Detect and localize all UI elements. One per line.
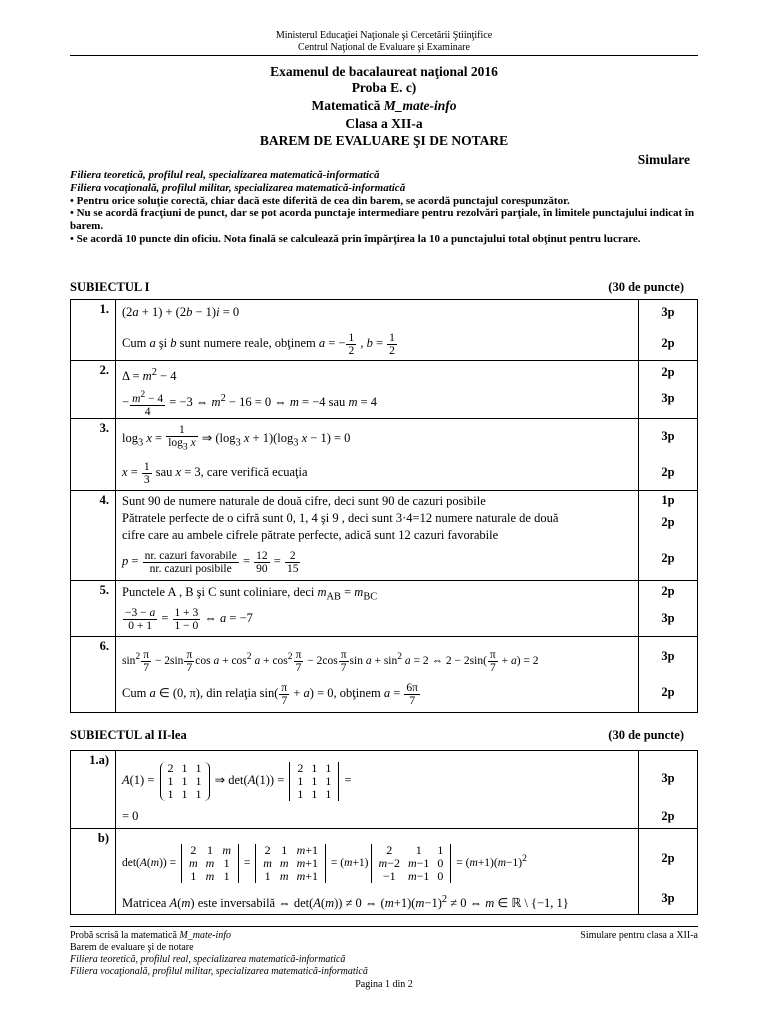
solution-line: $\log_3 x$ = $\frac{1}{\log_3 x}$ ⇒ ($\log_3$ $x + 1)(\log_3$ x − 1) = 0	[122, 424, 351, 453]
solution-line: x = $\frac{1}{3}$ sau x = 3, care verifică ecuaţia	[122, 460, 308, 486]
points-value: 3p	[661, 771, 675, 785]
note-2: • Nu se acordă fracţiuni de punct, dar se pot acorda punctaje intermediare pentru rezolvări parţiale, în limitele punctajului indicat în barem.	[70, 207, 695, 233]
subiect1-table	[70, 299, 698, 713]
points-value: 2p	[661, 551, 675, 565]
item-number: 2.	[71, 361, 116, 419]
table-row	[71, 751, 698, 829]
item-points	[639, 491, 698, 581]
footer-simulare: Simulare pentru clasa a XII-a	[580, 930, 698, 941]
solution-line: $\frac{-3 - a}{0 + 1}$ = $\frac{1 + 3}{1 - 0}$ ⇔ a = −7	[125, 606, 253, 632]
points-value: 2p	[661, 365, 675, 379]
points-value: 3p	[661, 611, 675, 625]
footer-text: Probă scrisă la matematică	[70, 930, 180, 941]
item-points	[639, 751, 698, 829]
table-row	[71, 829, 698, 915]
solution-line: = 0	[122, 809, 139, 823]
points-value: 2p	[661, 584, 675, 598]
line-text: Cum	[122, 336, 150, 350]
solution-line: Cum a şi b sunt numere reale, obţinem a = − $\frac{1}{2}$ , b = $\frac{1}{2}$	[122, 331, 395, 357]
solution-line: Punctele A , B şi C sunt coliniare, deci $m_{AB} = m_{BC}$	[122, 585, 378, 603]
fraction-numerator: nr. cazuri favorabile	[144, 549, 237, 562]
fraction-denominator: nr. cazuri posibile	[149, 562, 232, 575]
table-row	[71, 419, 698, 491]
item-solution	[116, 300, 639, 361]
item-solution	[116, 491, 639, 581]
center-name: Centrul Naţional de Evaluare şi Examinare	[298, 42, 470, 53]
filiera-teoretica: Filiera teoretică, profilul real, specializarea matematică-informatică	[70, 169, 380, 181]
footer-filiera1: Filiera teoretică, profilul real, specializarea matematică-informatică	[70, 954, 346, 965]
subiect2-table	[70, 750, 698, 915]
table-row	[71, 637, 698, 713]
solution-line: Matricea A(m) este inversabilă ⇔ det(A(m)) ≠ 0 ⇔ $(m+1)(m-1)^2 \ne 0$ ⇔ m ∈ ℝ \ {−1, 1}	[122, 894, 569, 911]
item-solution	[116, 751, 639, 829]
solution-line: $\sin^2$ $\frac{\pi}{7}$ − 2sin $\frac{\pi}{7}$ $\cos a + \cos^2 a + \cos^2$ $\frac{\pi}{7}$ − 2cos $\frac{\pi}{7}$ $\sin a + \sin^2 a = 2$ ⇔ 2 − 2sin( $\frac{\pi}{7}$ + a) = 2	[122, 648, 539, 674]
subiect2-title: SUBIECTUL al II-lea	[70, 728, 187, 742]
points-value: 3p	[661, 649, 675, 663]
item-points	[639, 637, 698, 713]
line-text: Matricea	[122, 896, 170, 911]
solution-line: Cum a ∈ (0, π), din relaţia sin( $\frac{\pi}{7}$ + a) = 0, obţinem a = $\frac{6\pi}{7}$	[122, 681, 418, 707]
item-points	[639, 300, 698, 361]
item-points	[639, 829, 698, 915]
line-text: Punctele A , B şi C sunt coliniare, deci	[122, 585, 318, 599]
item-number: 1.a)	[71, 751, 116, 829]
item-solution	[116, 829, 639, 915]
item-points	[639, 419, 698, 491]
ministry-name: Ministerul Educaţiei Naţionale şi Cercetării Ştiinţifice	[275, 30, 493, 41]
subject-variant: M_mate-info	[383, 98, 457, 113]
item-solution	[116, 361, 639, 419]
line-text: sunt numere reale, obţinem	[176, 336, 319, 350]
exam-title: Examenul de bacalaureat naţional 2016	[270, 64, 498, 79]
subiect2-points: (30 de puncte)	[608, 728, 684, 742]
line-text: , obţinem	[333, 686, 384, 700]
table-row	[71, 491, 698, 581]
points-value: 3p	[661, 429, 675, 443]
item-solution	[116, 581, 639, 637]
solution-line: Pătratele perfecte de o cifră sunt 0, 1, 4 şi 9 , deci sunt 3·4=12 numere naturale de două	[122, 511, 559, 525]
points-value: 2p	[661, 809, 675, 823]
footer-variant: M_mate-info	[179, 930, 232, 941]
item-points	[639, 581, 698, 637]
subiect1-points: (30 de puncte)	[608, 280, 684, 294]
solution-line: det(A(m)) = 2 1 m m m 1 1 m 1 = 2 1 m+1 m m m+1 1 m m+1 = (m+1) 2 1 1 m−2 m−1 0 −1 m−1 0 = $(m+1)(m-1)^2$	[122, 842, 527, 883]
line-text: , din relaţia	[199, 686, 260, 700]
points-value: 2p	[661, 685, 675, 699]
note-1: • Pentru orice soluţie corectă, chiar dacă este diferită de cea din barem, se acordă punctajul corespunzător.	[70, 194, 570, 207]
points-value: 2p	[661, 515, 675, 529]
solution-line: (2a + 1) + (2b − 1)i = 0	[122, 305, 240, 319]
grading-notes	[70, 169, 698, 246]
note-3: • Se acordă 10 puncte din oficiu. Nota finală se calculează prin împărţirea la 10 a punctajului total obţinut pentru lucrare.	[70, 232, 641, 245]
item-number: 1.	[71, 300, 116, 361]
footer-divider	[70, 926, 698, 927]
page-number: Pagina 1 din 2	[355, 979, 413, 990]
item-number: b)	[71, 829, 116, 915]
solution-line: cifre care au ambele cifrele pătrate perfecte, adică sunt 12 cazuri favorabile	[122, 528, 499, 542]
item-number: 6.	[71, 637, 116, 713]
points-value: 3p	[661, 891, 675, 905]
item-solution	[116, 637, 639, 713]
line-text: sau	[152, 465, 176, 479]
filiera-vocationala: Filiera vocaţională, profilul militar, specializarea matematică-informatică	[70, 181, 406, 194]
points-value: 2p	[661, 851, 675, 865]
points-value: 2p	[661, 336, 675, 350]
item-number: 4.	[71, 491, 116, 581]
solution-line: Sunt 90 de numere naturale de două cifre, deci sunt 90 de cazuri posibile	[122, 494, 486, 508]
solution-line: − $\frac{m^2 - 4}{4}$ = −3 ⇔ $m^2 - 16 = 0$ ⇔ m = −4 sau m = 4	[122, 388, 378, 418]
class-title: Clasa a XII-a	[345, 116, 423, 131]
points-value: 3p	[661, 391, 675, 405]
barem-title: BAREM DE EVALUARE ŞI DE NOTARE	[259, 133, 509, 148]
table-row	[71, 581, 698, 637]
footer-barem: Barem de evaluare şi de notare	[70, 942, 194, 953]
footer-proba	[70, 930, 231, 942]
solution-line: p = $\frac{\text{nr. cazuri favorabile}}{\text{nr. cazuri posibile}}$ = $\frac{12}{90}$ = $\frac{2}{15}$	[122, 549, 299, 575]
subject-prefix: Matematică	[311, 98, 384, 113]
subiect1-title: SUBIECTUL I	[70, 280, 150, 294]
subject-title	[0, 98, 768, 114]
footer-filiera2: Filiera vocaţională, profilul militar, specializarea matematică-informatică	[70, 966, 368, 977]
item-number: 5.	[71, 581, 116, 637]
item-number: 3.	[71, 419, 116, 491]
table-row	[71, 361, 698, 419]
points-value: 2p	[661, 465, 675, 479]
points-value: 1p	[661, 493, 675, 507]
header-divider	[70, 55, 698, 56]
proba-title: Proba E. c)	[351, 80, 417, 95]
item-solution	[116, 419, 639, 491]
points-value: 3p	[661, 305, 675, 319]
solution-line: $\Delta = m^2 - 4$	[122, 367, 177, 384]
line-text: Cum	[122, 686, 150, 700]
simulare-label: Simulare	[637, 152, 690, 167]
item-points	[639, 361, 698, 419]
line-text: sau	[325, 395, 349, 410]
line-text: , care verifică ecuaţia	[200, 465, 308, 479]
solution-line: A(1) = 2 1 1 1 1 1 1 1 1 ⇒ det(A(1)) = 2 1 1 1 1 1 1 1 1 =	[122, 760, 352, 801]
line-text: este inversabilă	[194, 896, 279, 911]
table-row	[71, 300, 698, 361]
